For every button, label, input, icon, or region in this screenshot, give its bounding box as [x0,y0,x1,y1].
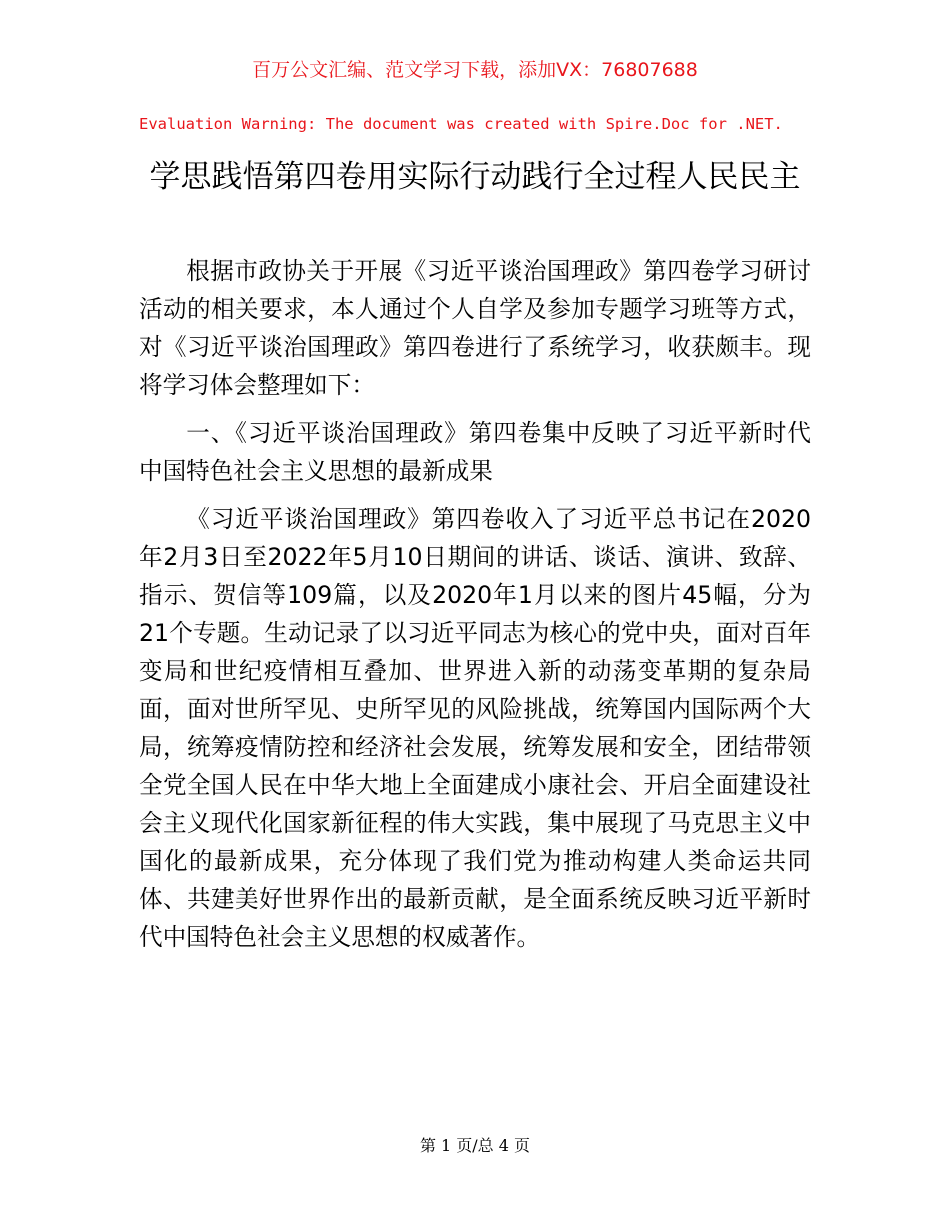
paragraph-intro: 根据市政协关于开展《习近平谈治国理政》第四卷学习研讨活动的相关要求，本人通过个人自学及参加专题学习班等方式，对《习近平谈治国理政》第四卷进行了系统学习，收获颇丰。现将学习体会整理如下： [139,257,811,399]
paragraph-body: 《习近平谈治国理政》第四卷收入了习近平总书记在2020年2月3日至2022年5月10日期间的讲话、谈话、演讲、致辞、指示、贺信等109篇，以及2020年1月以来的图片45幅，分为21个专题。生动记录了以习近平同志为核心的党中央，面对百年变局和世纪疫情相互叠加、世界进入新的动荡变革期的复杂局面，面对世所罕见、史所罕见的风险挑战，统筹国内国际两个大局，统筹疫情防控和经济社会发展，统筹发展和安全，团结带领全党全国人民在中华大地上全面建成小康社会、开启全面建设社会主义现代化国家新征程的伟大实践，集中展现了马克思主义中国化的最新成果，充分体现了我们党为推动构建人类命运共同体、共建美好世界作出的最新贡献，是全面系统反映习近平新时代中国特色社会主义思想的权威著作。 [139,505,811,951]
page-indicator: 第 1 页/总 4 页 [419,1136,531,1155]
document-body [139,252,811,966]
evaluation-warning: Evaluation Warning: The document was created with Spire.Doc for .NET. [139,115,783,133]
section-heading-1: 一、《习近平谈治国理政》第四卷集中反映了习近平新时代中国特色社会主义思想的最新成果 [139,419,811,485]
header-banner: 百万公文汇编、范文学习下载，添加VX：76807688 [252,59,698,81]
document-title: 学思践悟第四卷用实际行动践行全过程人民民主 [149,159,801,195]
